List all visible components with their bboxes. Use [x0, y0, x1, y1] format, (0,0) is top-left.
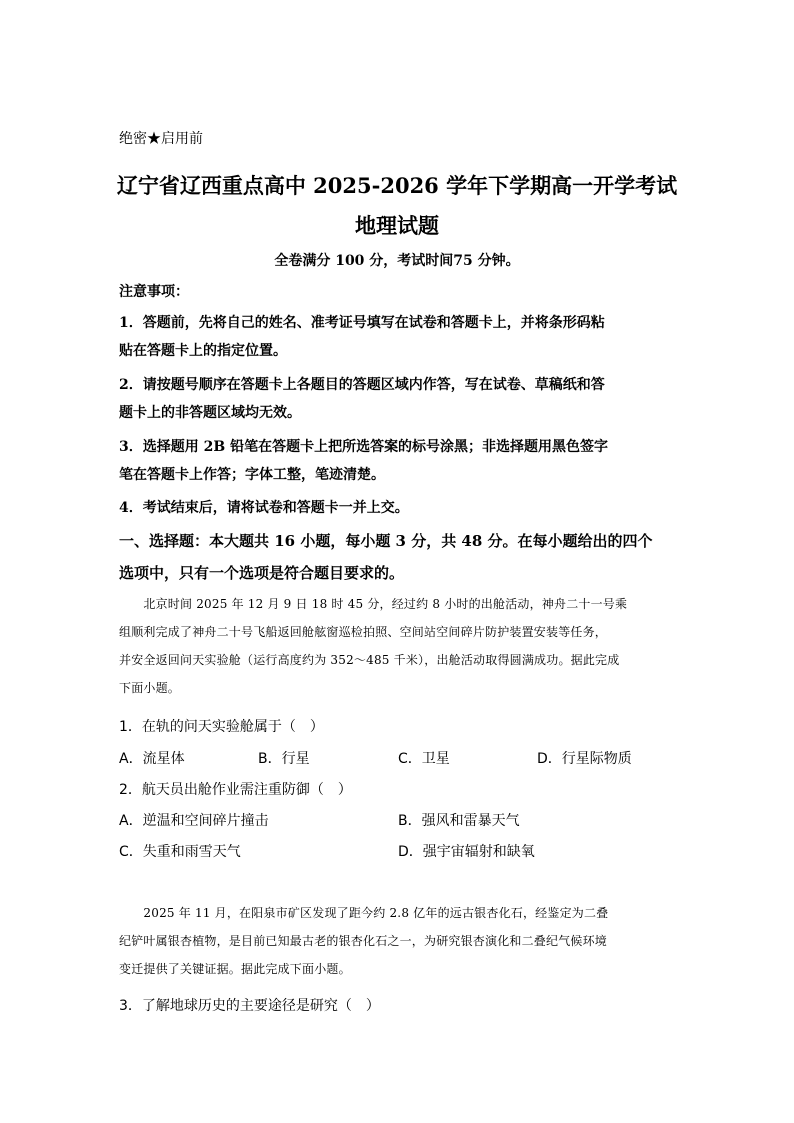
passage-line: 北京时间 2025 年 12 月 9 日 18 时 45 分，经过约 8 小时的出舱活动，神舟二十一号乘: [119, 597, 628, 611]
confidential-label: 绝密★启用前: [119, 131, 203, 147]
notice-item-line: 贴在答题卡上的指定位置。: [119, 343, 287, 359]
question-1-stem: 1．在轨的问天实验舱属于（ ）: [119, 719, 324, 735]
notice-item-line: 题卡上的非答题区域均无效。: [119, 405, 301, 421]
passage-line: 纪铲叶属银杏植物，是目前已知最古老的银杏化石之一，为研究银杏演化和二叠纪气候环境: [119, 934, 608, 948]
question-3-stem: 3．了解地球历史的主要途径是研究（ ）: [119, 998, 380, 1014]
q2-option-a: A．逆温和空间碎片撞击: [119, 813, 269, 829]
exam-subtitle: 地理试题: [355, 213, 439, 238]
notice-item-1: [119, 309, 605, 365]
notice-item-4: [119, 494, 409, 522]
question-2-stem: 2．航天员出舱作业需注重防御（ ）: [119, 782, 352, 798]
notice-item-3: [119, 433, 608, 489]
passage-line: 组顺利完成了神舟二十号飞船返回舱舷窗巡检拍照、空间站空间碎片防护装置安装等任务，: [119, 625, 608, 639]
passage-line: 并安全返回问天实验舱（运行高度约为 352～485 千米），出舱活动取得圆满成功。据此完成: [119, 653, 620, 667]
notice-item-line: 2．请按题号顺序在答题卡上各题目的答题区域内作答，写在试卷、草稿纸和答: [119, 377, 605, 393]
section-heading-line: 一、选择题：本大题共 16 小题，每小题 3 分，共 48 分。在每小题给出的四个: [119, 532, 653, 550]
passage-line: 变迁提供了关键证据。据此完成下面小题。: [119, 962, 351, 976]
q1-option-b: B．行星: [258, 751, 310, 767]
notice-item-line: 笔在答题卡上作答；字体工整，笔迹清楚。: [119, 467, 385, 483]
notice-heading: 注意事项：: [119, 284, 189, 300]
section-heading-line: 选项中，只有一个选项是符合题目要求的。: [119, 564, 405, 582]
notice-item-2: [119, 371, 605, 427]
q2-option-c: C．失重和雨雪天气: [119, 844, 241, 860]
exam-title: 辽宁省辽西重点高中 2025-2026 学年下学期高一开学考试: [116, 173, 678, 198]
notice-item-line: 4．考试结束后，请将试卷和答题卡一并上交。: [119, 500, 409, 516]
passage-2: [119, 899, 608, 983]
passage-line: 2025 年 11 月，在阳泉市矿区发现了距今约 2.8 亿年的远古银杏化石，经鉴定为二叠: [119, 906, 609, 920]
score-info: 全卷满分 100 分，考试时间75 分钟。: [274, 253, 520, 269]
notice-item-line: 1．答题前，先将自己的姓名、准考证号填写在试卷和答题卡上，并将条形码粘: [119, 315, 605, 331]
notice-item-line: 3．选择题用 2B 铅笔在答题卡上把所选答案的标号涂黑；非选择题用黑色签字: [119, 439, 609, 455]
q1-option-c: C．卫星: [398, 751, 450, 767]
passage-line: 下面小题。: [119, 681, 181, 695]
q1-option-a: A．流星体: [119, 751, 185, 767]
q2-option-b: B．强风和雷暴天气: [398, 813, 520, 829]
q1-option-d: D．行星际物质: [537, 751, 632, 767]
q2-option-d: D．强宇宙辐射和缺氧: [398, 844, 535, 860]
passage-1: [119, 590, 627, 702]
